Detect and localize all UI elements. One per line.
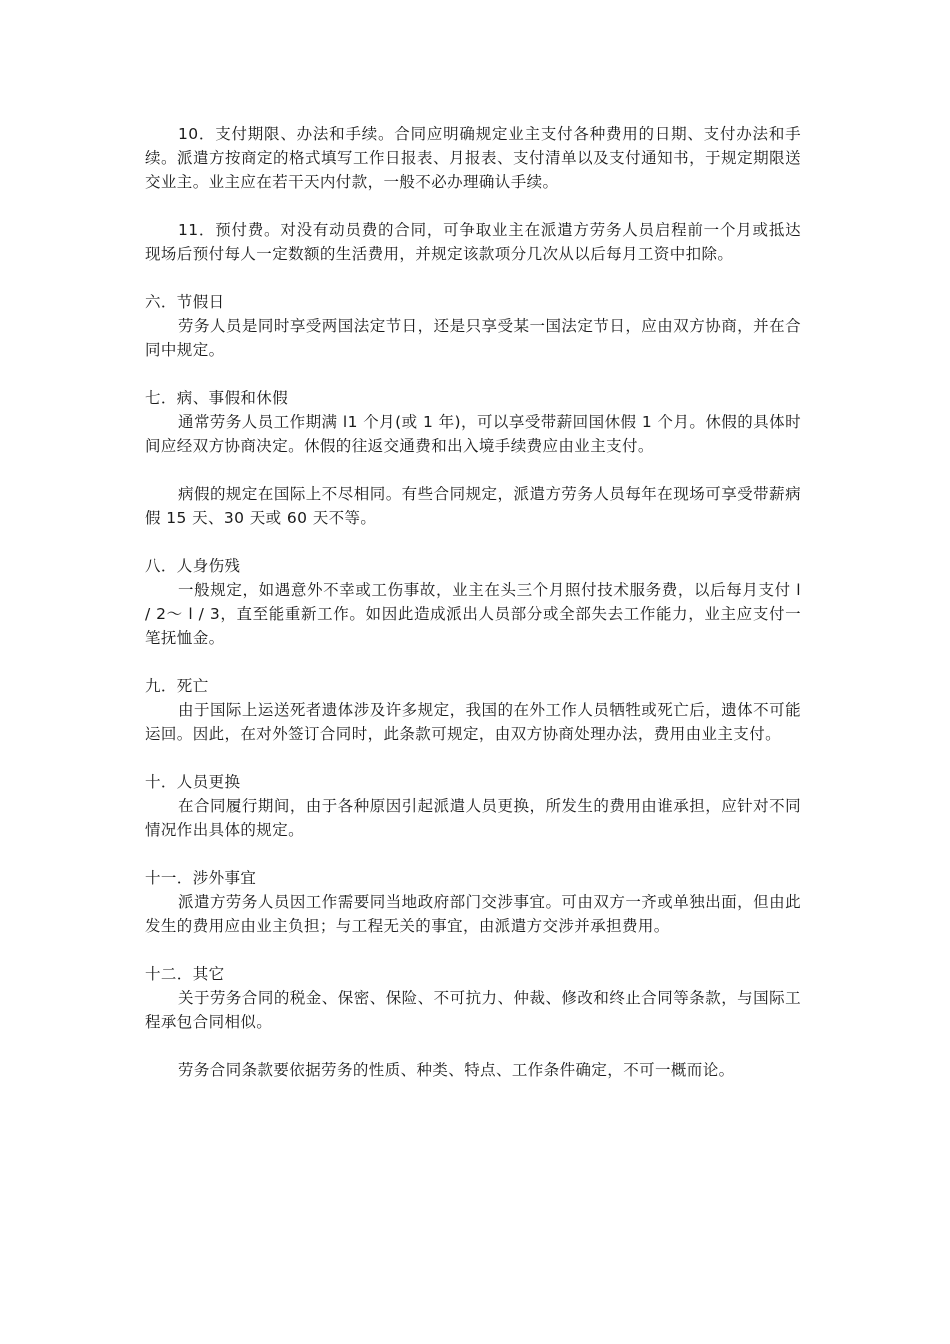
paragraph-advance-payment: 11．预付费。对没有动员费的合同，可争取业主在派遣方劳务人员启程前一个月或抵达现场后预付每人一定数额的生活费用，并规定该款项分几次从以后每月工资中扣除。 (145, 221, 801, 263)
section-body-leave: 通常劳务人员工作期满 l1 个月(或 1 年)，可以享受带薪回国休假 1 个月。休假的具体时间应经双方协商决定。休假的往返交通费和出入境手续费应由业主支付。 (145, 413, 801, 455)
section-body-holidays: 劳务人员是同时享受两国法定节日，还是只享受某一国法定节日，应由双方协商，并在合同中规定。 (145, 317, 801, 359)
section-body-other: 关于劳务合同的税金、保密、保险、不可抗力、仲裁、修改和终止合同等条款，与国际工程承包合同相似。 (145, 989, 801, 1031)
section-heading-leave: 七．病、事假和休假 (145, 389, 289, 407)
section-heading-replacement: 十．人员更换 (145, 773, 241, 791)
document-page (145, 122, 801, 1082)
paragraph-payment-terms: 10．支付期限、办法和手续。合同应明确规定业主支付各种费用的日期、支付办法和手续。派遣方按商定的格式填写工作日报表、月报表、支付清单以及支付通知书，于规定期限送交业主。业主应在若干天内付款，一般不必办理确认手续。 (145, 125, 801, 191)
section-heading-other: 十二．其它 (145, 965, 225, 983)
section-body-foreign-affairs: 派遣方劳务人员因工作需要同当地政府部门交涉事宜。可由双方一齐或单独出面，但由此发生的费用应由业主负担；与工程无关的事宜，由派遣方交涉并承担费用。 (145, 893, 801, 935)
section-heading-foreign-affairs: 十一．涉外事宜 (145, 869, 257, 887)
closing-paragraph: 劳务合同条款要依据劳务的性质、种类、特点、工作条件确定，不可一概而论。 (178, 1061, 735, 1079)
section-heading-death: 九．死亡 (145, 677, 209, 695)
section-heading-injury: 八．人身伤残 (145, 557, 241, 575)
section-heading-holidays: 六．节假日 (145, 293, 225, 311)
section-body-injury: 一般规定，如遇意外不幸或工伤事故，业主在头三个月照付技术服务费，以后每月支付 l / 2～ l / 3，直至能重新工作。如因此造成派出人员部分或全部失去工作能力，业主应支付一笔抚恤金。 (145, 581, 801, 647)
section-body-death: 由于国际上运送死者遗体涉及许多规定，我国的在外工作人员牺牲或死亡后，遗体不可能运回。因此，在对外签订合同时，此条款可规定，由双方协商处理办法，费用由业主支付。 (145, 701, 801, 743)
section-body-sick-leave: 病假的规定在国际上不尽相同。有些合同规定，派遣方劳务人员每年在现场可享受带薪病假 15 天、30 天或 60 天不等。 (145, 485, 801, 527)
section-body-replacement: 在合同履行期间，由于各种原因引起派遣人员更换，所发生的费用由谁承担，应针对不同情况作出具体的规定。 (145, 797, 801, 839)
